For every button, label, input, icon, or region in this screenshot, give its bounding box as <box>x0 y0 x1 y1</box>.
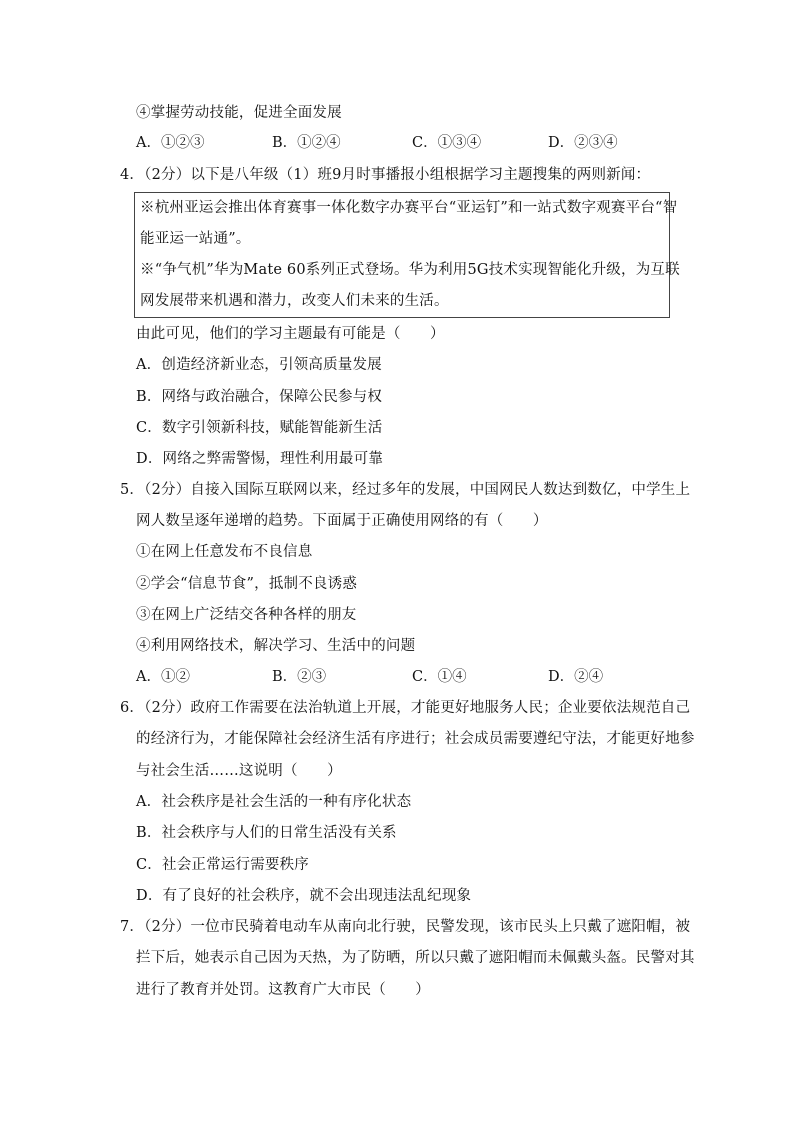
q3-item-4: ④掌握劳动技能，促进全面发展 <box>136 105 342 121</box>
q5-item-3: ③在网上广泛结交各种各样的朋友 <box>136 607 357 623</box>
q5-stem-line-2: 网人数呈逐年递增的趋势。下面属于正确使用网络的有（ ） <box>136 513 548 529</box>
q4-option-d[interactable]: D．网络之弊需警惕，理性利用最可靠 <box>136 451 384 467</box>
q4-option-b[interactable]: B．网络与政治融合，保障公民参与权 <box>136 389 383 405</box>
q6-option-c[interactable]: C．社会正常运行需要秩序 <box>136 857 309 873</box>
q5-item-4: ④利用网络技术，解决学习、生活中的问题 <box>136 638 416 654</box>
q5-option-c[interactable]: C．①④ <box>412 669 467 685</box>
q6-option-d[interactable]: D．有了良好的社会秩序，就不会出现违法乱纪现象 <box>136 888 472 904</box>
q3-option-d[interactable]: D．②③④ <box>548 135 618 151</box>
q6-option-a[interactable]: A．社会秩序是社会生活的一种有序化状态 <box>136 794 412 810</box>
q3-option-a[interactable]: A．①②③ <box>136 135 205 151</box>
q4-option-c[interactable]: C．数字引领新科技，赋能智能新生活 <box>136 420 383 436</box>
q4-news-line-4: 网发展带来机遇和潜力，改变人们未来的生活。 <box>140 293 449 309</box>
q3-options <box>136 133 656 153</box>
q3-option-b[interactable]: B．①②④ <box>272 135 341 151</box>
q6-stem-line-2: 的经济行为，才能保障社会经济生活有序进行；社会成员需要遵纪守法，才能更好地参 <box>136 731 695 747</box>
q5-item-2: ②学会“信息节食”，抵制不良诱惑 <box>136 576 358 592</box>
q4-option-a[interactable]: A．创造经济新业态，引领高质量发展 <box>136 357 382 373</box>
q7-stem-line-3: 进行了教育并处罚。这教育广大市民（ ） <box>136 982 430 998</box>
q7-stem-line-2: 拦下后，她表示自己因为天热，为了防晒，所以只戴了遮阳帽而未佩戴头盔。民警对其 <box>136 950 695 966</box>
q5-stem-line-1: 5．（2分）自接入国际互联网以来，经过多年的发展，中国网民人数达到数亿，中学生上 <box>120 482 691 498</box>
q7-stem-line-1: 7．（2分）一位市民骑着电动车从南向北行驶，民警发现，该市民头上只戴了遮阳帽，被 <box>120 919 691 935</box>
q5-options <box>136 667 656 687</box>
q6-stem-line-3: 与社会生活……这说明（ ） <box>136 763 342 779</box>
q3-option-c[interactable]: C．①③④ <box>412 135 482 151</box>
q6-option-b[interactable]: B．社会秩序与人们的日常生活没有关系 <box>136 825 397 841</box>
q4-stem: 4．（2分）以下是八年级（1）班9月时事播报小组根据学习主题搜集的两则新闻： <box>120 167 651 183</box>
q4-question: 由此可见，他们的学习主题最有可能是（ ） <box>136 326 445 342</box>
q6-stem-line-1: 6．（2分）政府工作需要在法治轨道上开展，才能更好地服务人民；企业要依法规范自己 <box>120 700 691 716</box>
q4-news-line-2: 能亚运一站通”。 <box>140 231 251 247</box>
q5-option-d[interactable]: D．②④ <box>548 669 604 685</box>
q5-item-1: ①在网上任意发布不良信息 <box>136 544 313 560</box>
q4-news-line-1: ※杭州亚运会推出体育赛事一体化数字办赛平台“亚运钉”和一站式数字观赛平台“智 <box>140 200 678 216</box>
q5-option-b[interactable]: B．②③ <box>272 669 327 685</box>
q4-news-line-3: ※“争气机”华为Mate 60系列正式登场。华为利用5G技术实现智能化升级，为互联 <box>140 262 680 278</box>
q5-option-a[interactable]: A．①② <box>136 669 190 685</box>
